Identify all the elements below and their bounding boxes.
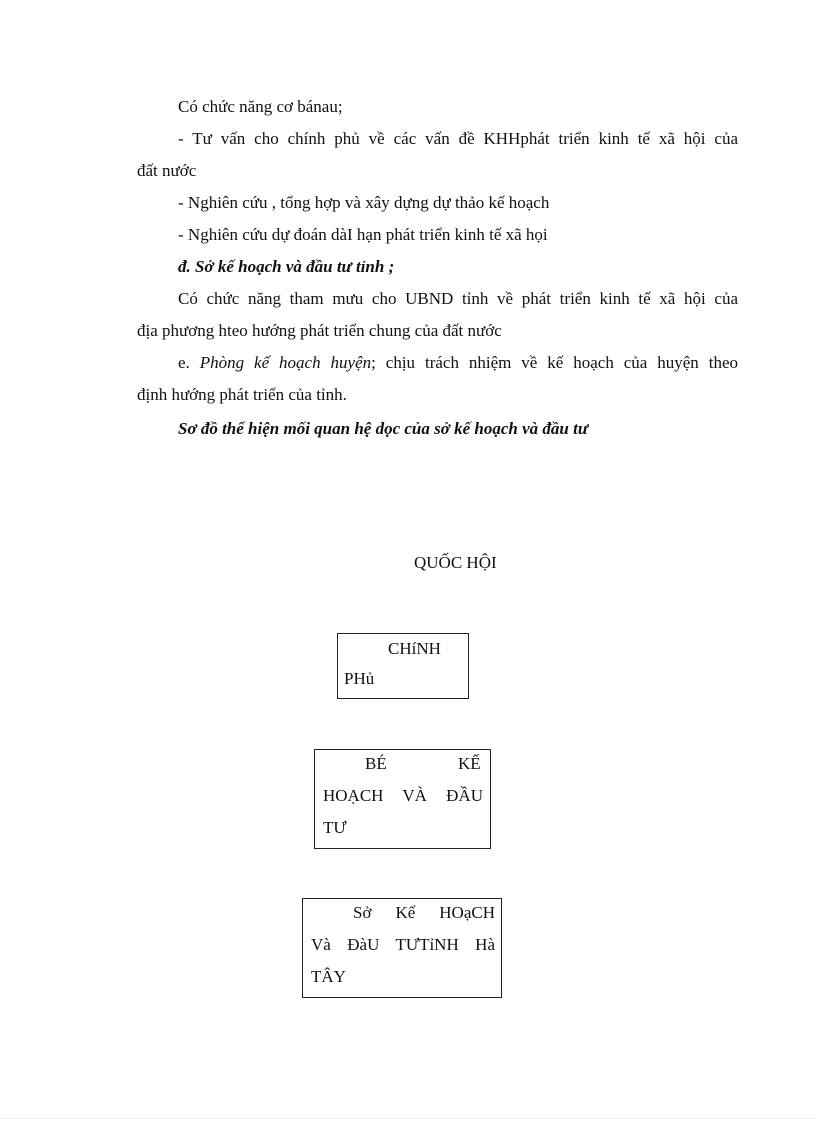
district-prefix: e. — [178, 353, 200, 372]
box-department-line1: Sở Kế HOạCH — [353, 903, 495, 922]
box-government-line2: PHủ — [344, 669, 375, 688]
diagram-box-government — [337, 633, 469, 699]
paragraph-advisory-line1: Có chức năng tham mưu cho UBND tỉnh về phát triển kinh tế xã hội của — [178, 289, 738, 308]
box-ministry-line2: HOẠCH VÀ ĐẦU — [323, 786, 483, 805]
paragraph-district-line1 — [178, 352, 738, 374]
paragraph-district-line2: định hướng phát triển của tỉnh. — [137, 385, 347, 404]
diagram-national-assembly-label: QUỐC HỘI — [414, 553, 497, 572]
paragraph-research-forecast: - Nghiên cứu dự đoán dàI hạn phát triển kinh tế xã họi — [178, 225, 548, 244]
box-department-line2: Và ĐàU TƯTỉNH Hà — [311, 935, 495, 954]
paragraph-advise-line2: đất nước — [137, 161, 197, 180]
paragraph-research-plan: - Nghiên cứu , tổng hợp và xây dựng dự thảo kế hoạch — [178, 193, 550, 212]
box-department-line3: TÂY — [311, 967, 346, 986]
box-ministry-line1a: BÉ — [365, 754, 387, 773]
paragraph-advisory-line2: địa phương hteo hướng phát triển chung của đất nước — [137, 321, 502, 340]
diagram-box-ministry — [314, 749, 491, 849]
box-ministry-line1b: KẾ — [458, 754, 481, 773]
diagram-box-department — [302, 898, 502, 998]
district-responsibility: ; chịu trách nhiệm về kế hoạch của huyện theo — [371, 353, 738, 372]
box-government-line1: CHíNH — [388, 639, 441, 658]
section-heading-d: đ. Sở kế hoạch và đầu tư tỉnh ; — [178, 257, 395, 276]
box-ministry-line3: TƯ — [323, 818, 347, 837]
diagram-heading: Sơ đồ thể hiện mối quan hệ dọc của sở kế hoạch và đầu tư — [178, 419, 589, 438]
district-office-name: Phòng kế hoạch huyện — [199, 353, 372, 372]
page-bottom-edge — [0, 1118, 816, 1119]
paragraph-function: Có chức năng cơ bánau; — [178, 97, 343, 116]
paragraph-advise-line1: - Tư vấn cho chính phủ về các vấn đề KHHphát triển kinh tế xã hội của — [178, 129, 738, 148]
